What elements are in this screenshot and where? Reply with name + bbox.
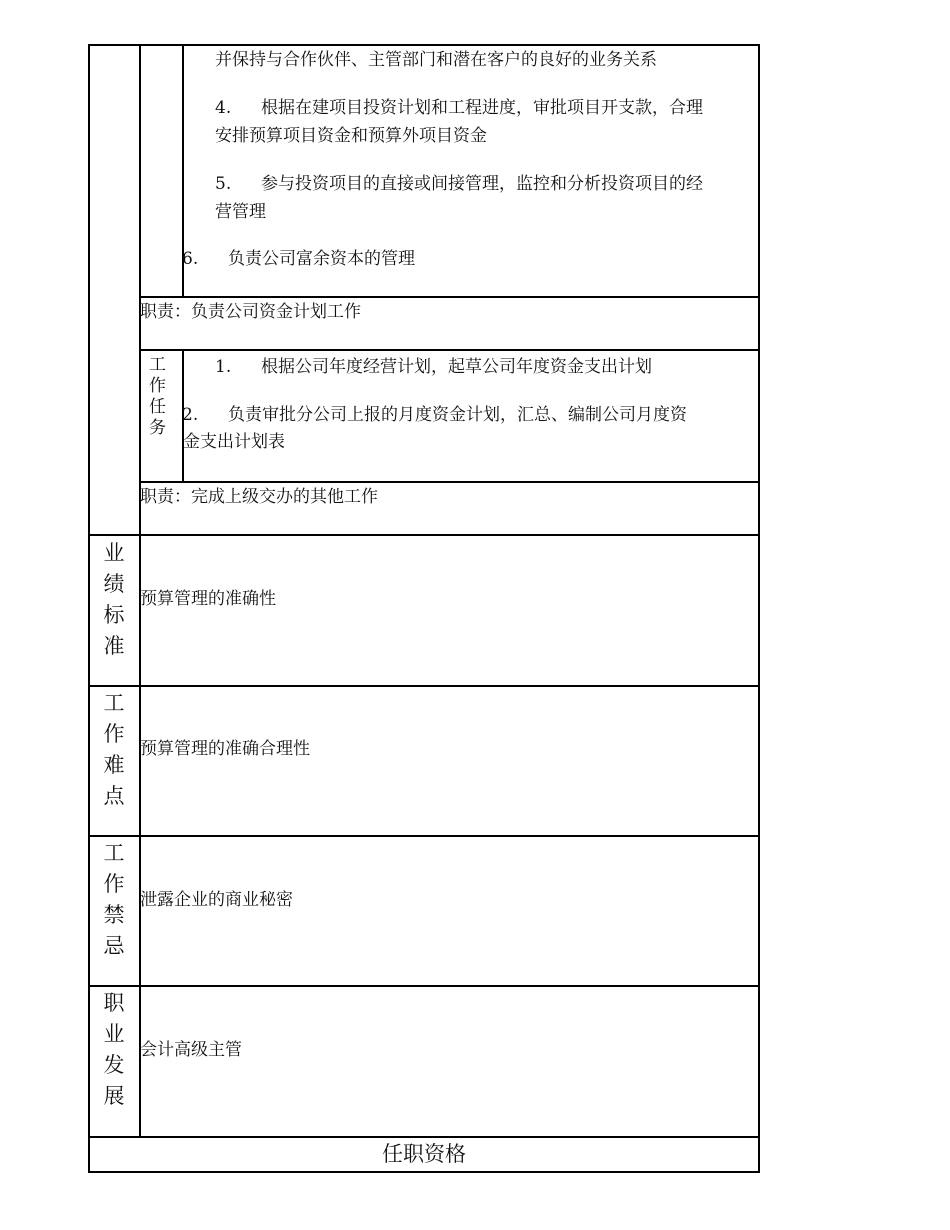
section-label-work-difficulty: 工 作 难 点	[103, 691, 125, 808]
task-number: 5.	[215, 174, 232, 194]
task-number: 4.	[215, 98, 232, 118]
section-content-career-development: 会计高级主管	[140, 1040, 242, 1060]
row-divider	[88, 985, 760, 987]
table-bottom-border	[88, 1171, 760, 1173]
task-number: 2.	[182, 405, 199, 425]
task-item-5	[215, 171, 703, 197]
task-item-4-line2: 安排预算项目资金和预算外项目资金	[215, 126, 487, 146]
section-label-work-taboo: 工 作 禁 忌	[103, 841, 125, 958]
section-content-work-taboo: 泄露企业的商业秘密	[140, 890, 293, 910]
row-divider	[88, 835, 760, 837]
task-text: 负责公司富余资本的管理	[228, 249, 415, 269]
duty-2-task-item-2-line2: 金支出计划表	[183, 432, 285, 452]
row-divider	[88, 685, 760, 687]
work-task-label: 工 作 任 务	[149, 355, 166, 438]
task-item-5-line2: 营管理	[215, 202, 266, 222]
section-content-work-difficulty: 预算管理的准确合理性	[140, 739, 310, 759]
task-text: 根据在建项目投资计划和工程进度，审批项目开支款，合理	[261, 98, 703, 118]
duty-2-title: 职责：负责公司资金计划工作	[140, 302, 361, 322]
row-divider	[88, 534, 760, 536]
task-continuation-text: 并保持与合作伙伴、主管部门和潜在客户的良好的业务关系	[215, 50, 657, 70]
row-divider	[139, 296, 759, 298]
task-text: 根据公司年度经营计划，起草公司年度资金支出计划	[261, 357, 652, 377]
section-label-career-development: 职 业 发 展	[103, 991, 125, 1108]
qualifications-heading: 任职资格	[382, 1142, 466, 1166]
duty-2-task-item-2	[182, 402, 687, 428]
table-right-border	[758, 44, 760, 1172]
row-divider	[139, 349, 759, 351]
task-text: 参与投资项目的直接或间接管理，监控和分析投资项目的经	[261, 174, 703, 194]
duty-2-task-item-1	[215, 354, 652, 380]
task-item-6	[182, 246, 415, 272]
row-divider	[139, 481, 759, 483]
task-number: 6.	[182, 249, 199, 269]
task-item-4	[215, 95, 703, 121]
task-text: 负责审批分公司上报的月度资金计划，汇总、编制公司月度资	[228, 405, 687, 425]
task-number: 1.	[215, 357, 232, 377]
section-content-performance-standard: 预算管理的准确性	[140, 589, 276, 609]
table-top-border	[88, 44, 760, 46]
duty-3-title: 职责：完成上级交办的其他工作	[140, 487, 378, 507]
section-label-performance-standard: 业 绩 标 准	[103, 541, 125, 658]
